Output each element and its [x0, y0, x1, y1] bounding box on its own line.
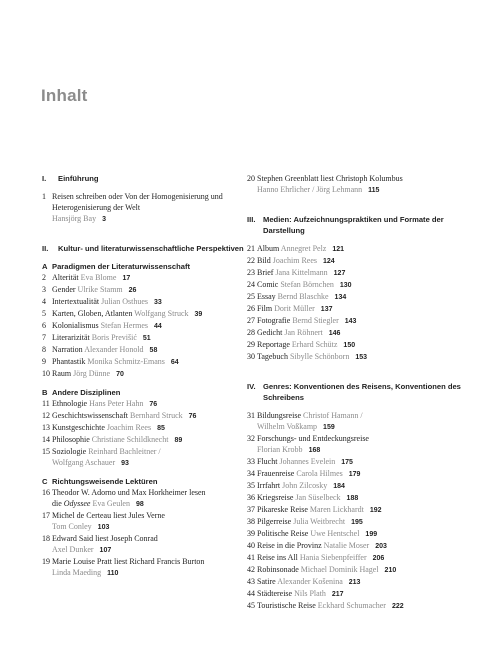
- entry-number: 37: [247, 505, 255, 514]
- entry-author: Bernd Blaschke: [277, 292, 329, 301]
- entry-title: Literarizität: [52, 333, 90, 342]
- entry-author: Stefan Börnchen: [280, 280, 334, 289]
- entry-title: Philosophie: [52, 435, 90, 444]
- entry-number: 39: [247, 529, 255, 538]
- toc-entry[interactable]: [247, 552, 461, 564]
- entry-number: 40: [247, 541, 255, 550]
- toc-entry[interactable]: [247, 528, 461, 540]
- toc-entry[interactable]: [42, 284, 250, 296]
- toc-entry[interactable]: [42, 308, 250, 320]
- entry-title: Reisen schreiben oder Von der Homogenisierung und Heterogenisierung der Welt: [52, 192, 223, 212]
- toc-entry[interactable]: [247, 588, 461, 600]
- entry-page: 110: [107, 570, 119, 577]
- section-number: II.: [42, 244, 49, 253]
- entry-number: 11: [42, 399, 50, 408]
- entry-page: 134: [334, 294, 347, 301]
- entry-title: Karten, Globen, Atlanten: [52, 309, 133, 318]
- toc-entry[interactable]: [247, 433, 461, 456]
- section-heading[interactable]: [42, 243, 250, 254]
- toc-entry[interactable]: [247, 267, 461, 279]
- toc-entry[interactable]: [42, 356, 250, 368]
- toc-entry[interactable]: [247, 540, 461, 552]
- entry-page: 76: [149, 401, 158, 408]
- entry-page: 70: [116, 371, 124, 378]
- entry-page: 217: [331, 591, 344, 598]
- entry-title: Reise in die Provinz: [257, 541, 322, 550]
- entry-title: Reise ins All: [257, 553, 298, 562]
- entry-author: Hansjörg Bay: [52, 214, 97, 223]
- entry-page: 192: [369, 507, 382, 514]
- entry-author: Michael Dominik Hagel: [300, 565, 379, 574]
- entry-title: Alterität: [52, 273, 79, 282]
- toc-entry[interactable]: [247, 243, 461, 255]
- entry-title: Album: [257, 244, 280, 253]
- toc-entry[interactable]: [247, 339, 461, 351]
- toc-entry[interactable]: [42, 422, 250, 434]
- entry-number: 31: [247, 411, 255, 420]
- entry-author: Florian Krobb: [257, 445, 303, 454]
- entry-page: 137: [320, 306, 333, 313]
- entry-number: 18: [42, 534, 50, 543]
- entry-page: 33: [153, 299, 162, 306]
- entry-page: 150: [343, 342, 356, 349]
- entry-page: 85: [157, 425, 165, 432]
- entry-number: 4: [42, 297, 46, 306]
- toc-entry[interactable]: [247, 456, 461, 468]
- entry-author: Christiane Schildknecht: [91, 435, 169, 444]
- entry-number: 9: [42, 357, 46, 366]
- entry-title: Irrfahrt: [257, 481, 281, 490]
- subsection-letter: A: [42, 262, 48, 271]
- entry-title: die: [52, 499, 62, 508]
- entry-page: 206: [372, 555, 385, 562]
- toc-entry[interactable]: [42, 487, 250, 510]
- entry-title: Politische Reise: [257, 529, 309, 538]
- toc-entry[interactable]: [247, 600, 461, 612]
- entry-page: 93: [121, 460, 129, 467]
- entry-title-italic: Odyssee: [63, 499, 91, 508]
- entry-page: 168: [308, 447, 321, 454]
- entry-title: Essay: [257, 292, 276, 301]
- entry-author: Bernd Stiegler: [292, 316, 339, 325]
- entry-number: 41: [247, 553, 255, 562]
- entry-number: 10: [42, 369, 50, 378]
- entry-title: Bild: [257, 256, 271, 265]
- toc-entry[interactable]: [247, 576, 461, 588]
- toc-right-column: [247, 173, 461, 612]
- toc-entry[interactable]: [42, 332, 250, 344]
- entry-title: Kolonialismus: [52, 321, 99, 330]
- entry-number: 24: [247, 280, 255, 289]
- entry-author: Julian Osthues: [101, 297, 148, 306]
- entry-page: 89: [174, 437, 183, 444]
- entry-author: Nils Plath: [294, 589, 326, 598]
- entry-number: 1: [42, 192, 46, 201]
- entry-title: Touristische Reise: [257, 601, 316, 610]
- section-title: Kultur- und literaturwissenschaftliche Perspektiven: [58, 244, 244, 253]
- entry-number: 44: [247, 589, 255, 598]
- entry-title: Tagebuch: [257, 352, 288, 361]
- entry-title: Fotografie: [257, 316, 291, 325]
- entry-number: 5: [42, 309, 46, 318]
- entry-author: Sibylle Schönborn: [289, 352, 350, 361]
- entry-title: Gender: [52, 285, 76, 294]
- entry-number: 21: [247, 244, 255, 253]
- entry-author: Eva Geulen: [92, 499, 130, 508]
- toc-entry[interactable]: [247, 303, 461, 315]
- entry-number: 32: [247, 434, 255, 443]
- entry-title: Flucht: [257, 457, 278, 466]
- entry-page: 153: [355, 354, 368, 361]
- entry-number: 33: [247, 457, 255, 466]
- toc-left-column: [42, 173, 250, 579]
- toc-entry[interactable]: [42, 410, 250, 422]
- entry-title: Theodor W. Adorno und Max Horkheimer lesen: [52, 488, 206, 497]
- entry-page: 127: [333, 270, 346, 277]
- entry-title: Kunstgeschichte: [52, 423, 105, 432]
- toc-entry[interactable]: [247, 480, 461, 492]
- entry-author: Boris Previšić: [91, 333, 137, 342]
- entry-page: 179: [348, 471, 361, 478]
- entry-author: Jan Süselbeck: [295, 493, 341, 502]
- entry-number: 7: [42, 333, 46, 342]
- entry-author: John Zilcosky: [282, 481, 328, 490]
- entry-title: Ethnologie: [52, 399, 88, 408]
- entry-author: Wolfgang Aschauer: [52, 458, 116, 467]
- entry-author: Eckhard Schumacher: [317, 601, 386, 610]
- entry-page: 195: [351, 519, 363, 526]
- entry-page: 51: [142, 335, 151, 342]
- entry-author: Tom Conley: [52, 522, 92, 531]
- subsection-heading[interactable]: [42, 476, 250, 487]
- entry-title: Reportage: [257, 340, 290, 349]
- entry-author: Hans Peter Hahn: [89, 399, 144, 408]
- entry-page: 199: [365, 531, 378, 538]
- entry-page: 107: [99, 547, 112, 554]
- entry-author: Carola Hilmes: [296, 469, 343, 478]
- entry-author: Christof Hamann /: [303, 411, 363, 420]
- entry-number: 14: [42, 435, 50, 444]
- entry-number: 35: [247, 481, 255, 490]
- toc-entry[interactable]: [247, 291, 461, 303]
- entry-title: Geschichtswissenschaft: [52, 411, 128, 420]
- subsection-letter: C: [42, 477, 48, 486]
- toc-entry[interactable]: [42, 398, 250, 410]
- subsection-title: Paradigmen der Literaturwissenschaft: [52, 262, 190, 271]
- entry-author: Julia Weitbrecht: [293, 517, 346, 526]
- page-title: Inhalt: [41, 86, 88, 105]
- entry-number: 27: [247, 316, 255, 325]
- entry-title: Pikareske Reise: [257, 505, 308, 514]
- entry-title: Edward Said liest Joseph Conrad: [52, 534, 158, 543]
- entry-page: 64: [170, 359, 179, 366]
- toc-entry[interactable]: [247, 468, 461, 480]
- entry-author: Johannes Evelein: [279, 457, 336, 466]
- entry-author: Erhard Schütz: [291, 340, 338, 349]
- toc-entry[interactable]: [42, 434, 250, 446]
- section-heading[interactable]: [247, 214, 461, 236]
- entry-page: 26: [128, 287, 137, 294]
- section-title: Medien: Aufzeichnungspraktiken und Formate der Darstellung: [263, 215, 444, 235]
- entry-title: Pilgerreise: [257, 517, 292, 526]
- toc-entry[interactable]: [247, 173, 461, 196]
- entry-number: 6: [42, 321, 46, 330]
- entry-author: Joachim Rees: [106, 423, 152, 432]
- entry-title: Soziologie: [52, 447, 87, 456]
- entry-number: 8: [42, 345, 46, 354]
- entry-number: 16: [42, 488, 50, 497]
- entry-page: 39: [194, 311, 203, 318]
- entry-title: Phantastik: [52, 357, 86, 366]
- toc-entry[interactable]: [247, 315, 461, 327]
- entry-title: Satire: [257, 577, 276, 586]
- toc-entry[interactable]: [247, 504, 461, 516]
- section-heading[interactable]: [247, 381, 461, 403]
- entry-page: 213: [348, 579, 361, 586]
- toc-entry[interactable]: [247, 255, 461, 267]
- entry-number: 42: [247, 565, 255, 574]
- entry-page: 98: [135, 501, 144, 508]
- entry-title: Intertextualität: [52, 297, 100, 306]
- entry-author: Axel Dunker: [52, 545, 94, 554]
- toc-entry[interactable]: [42, 191, 250, 225]
- entry-number: 12: [42, 411, 50, 420]
- section-heading[interactable]: [42, 173, 250, 184]
- entry-number: 43: [247, 577, 255, 586]
- section-number: III.: [247, 215, 256, 224]
- entry-number: 3: [42, 285, 46, 294]
- entry-number: 29: [247, 340, 255, 349]
- entry-author: Jörg Dünne: [73, 369, 111, 378]
- entry-page: 222: [391, 603, 404, 610]
- toc-entry[interactable]: [42, 510, 250, 533]
- entry-number: 25: [247, 292, 255, 301]
- entry-page: 58: [149, 347, 158, 354]
- entry-author: Linda Maeding: [52, 568, 102, 577]
- entry-title: Städtereise: [257, 589, 293, 598]
- entry-page: 44: [154, 323, 162, 330]
- entry-number: 30: [247, 352, 255, 361]
- entry-number: 36: [247, 493, 255, 502]
- entry-page: 124: [323, 258, 335, 265]
- entry-author: Monika Schmitz-Emans: [87, 357, 165, 366]
- entry-title: Film: [257, 304, 273, 313]
- entry-number: 34: [247, 469, 255, 478]
- entry-number: 17: [42, 511, 50, 520]
- entry-page: 115: [368, 187, 380, 194]
- entry-page: 184: [333, 483, 345, 490]
- entry-number: 23: [247, 268, 255, 277]
- entry-author: Jana Kittelmann: [275, 268, 328, 277]
- entry-number: 38: [247, 517, 255, 526]
- entry-page: 159: [323, 424, 335, 431]
- toc-entry[interactable]: [247, 279, 461, 291]
- entry-number: 19: [42, 557, 50, 566]
- toc-entry[interactable]: [42, 296, 250, 308]
- entry-title: Comic: [257, 280, 279, 289]
- entry-author: Natalie Moser: [323, 541, 370, 550]
- toc-entry[interactable]: [42, 446, 250, 469]
- entry-number: 20: [247, 174, 255, 183]
- subsection-heading[interactable]: [42, 387, 250, 398]
- entry-title: Forschungs- und Entdeckungsreise: [257, 434, 369, 443]
- entry-title: Gedicht: [257, 328, 283, 337]
- entry-author: Wolfgang Struck: [134, 309, 189, 318]
- toc-entry[interactable]: [247, 492, 461, 504]
- entry-title: Michel de Certeau liest Jules Verne: [52, 511, 165, 520]
- toc-entry[interactable]: [42, 344, 250, 356]
- entry-title: Frauenreise: [257, 469, 295, 478]
- entry-author: Hania Siebenpfeiffer: [299, 553, 367, 562]
- toc-entry[interactable]: [42, 272, 250, 284]
- entry-page: 188: [346, 495, 359, 502]
- entry-number: 2: [42, 273, 46, 282]
- entry-title: Bildungsreise: [257, 411, 301, 420]
- section-title: Genres: Konventionen des Reisens, Konventionen des Schreibens: [263, 382, 461, 402]
- toc-entry[interactable]: [42, 320, 250, 332]
- entry-author: Alexander Košenina: [277, 577, 343, 586]
- entry-number: 22: [247, 256, 255, 265]
- entry-author: Ulrike Stamm: [77, 285, 123, 294]
- toc-entry[interactable]: [42, 533, 250, 556]
- section-title: Einführung: [58, 174, 99, 183]
- toc-entry[interactable]: [247, 516, 461, 528]
- subsection-title: Richtungsweisende Lektüren: [52, 477, 158, 486]
- entry-page: 3: [102, 216, 106, 223]
- toc-entry[interactable]: [42, 556, 250, 579]
- section-number: IV.: [247, 382, 256, 391]
- subsection-heading[interactable]: [42, 261, 250, 272]
- entry-author: Stefan Hermes: [100, 321, 148, 330]
- entry-number: 15: [42, 447, 50, 456]
- entry-title: Robinsonade: [257, 565, 299, 574]
- toc-entry[interactable]: [247, 564, 461, 576]
- entry-title: Brief: [257, 268, 274, 277]
- entry-author: Uwe Hentschel: [310, 529, 360, 538]
- entry-page: 175: [341, 459, 353, 466]
- entry-author: Alexander Honold: [84, 345, 144, 354]
- entry-number: 45: [247, 601, 255, 610]
- entry-author: Eva Blome: [80, 273, 117, 282]
- subsection-letter: B: [42, 388, 48, 397]
- toc-entry[interactable]: [247, 410, 461, 433]
- entry-page: 17: [122, 275, 131, 282]
- entry-page: 76: [188, 413, 197, 420]
- entry-title: Stephen Greenblatt liest Christoph Kolumbus: [257, 174, 403, 183]
- entry-page: 210: [384, 567, 397, 574]
- entry-title: Kriegsreise: [257, 493, 294, 502]
- toc-entry[interactable]: [247, 327, 461, 339]
- entry-page: 146: [328, 330, 341, 337]
- entry-title: Raum: [52, 369, 72, 378]
- entry-author: Dorit Müller: [274, 304, 315, 313]
- entry-author: Reinhard Bachleitner /: [88, 447, 161, 456]
- entry-author: Jan Röhnert: [284, 328, 323, 337]
- entry-number: 26: [247, 304, 255, 313]
- entry-author: Wilhelm Voßkamp: [257, 422, 318, 431]
- entry-author: Joachim Rees: [272, 256, 317, 265]
- section-number: I.: [42, 174, 47, 183]
- entry-title: Narration: [52, 345, 83, 354]
- toc-entry[interactable]: [247, 351, 461, 363]
- entry-page: 203: [375, 543, 387, 550]
- entry-page: 130: [339, 282, 352, 289]
- entry-page: 103: [97, 524, 110, 531]
- entry-author: Hanno Ehrlicher / Jörg Lehmann: [257, 185, 363, 194]
- entry-author: Annegret Pelz: [280, 244, 327, 253]
- entry-number: 28: [247, 328, 255, 337]
- entry-page: 143: [344, 318, 357, 325]
- entry-number: 13: [42, 423, 50, 432]
- entry-page: 121: [332, 246, 345, 253]
- entry-author: Bernhard Struck: [129, 411, 183, 420]
- entry-author: Maren Lickhardt: [309, 505, 364, 514]
- subsection-title: Andere Disziplinen: [52, 388, 121, 397]
- entry-title: Marie Louise Pratt liest Richard Francis Burton: [52, 557, 205, 566]
- toc-entry[interactable]: [42, 368, 250, 380]
